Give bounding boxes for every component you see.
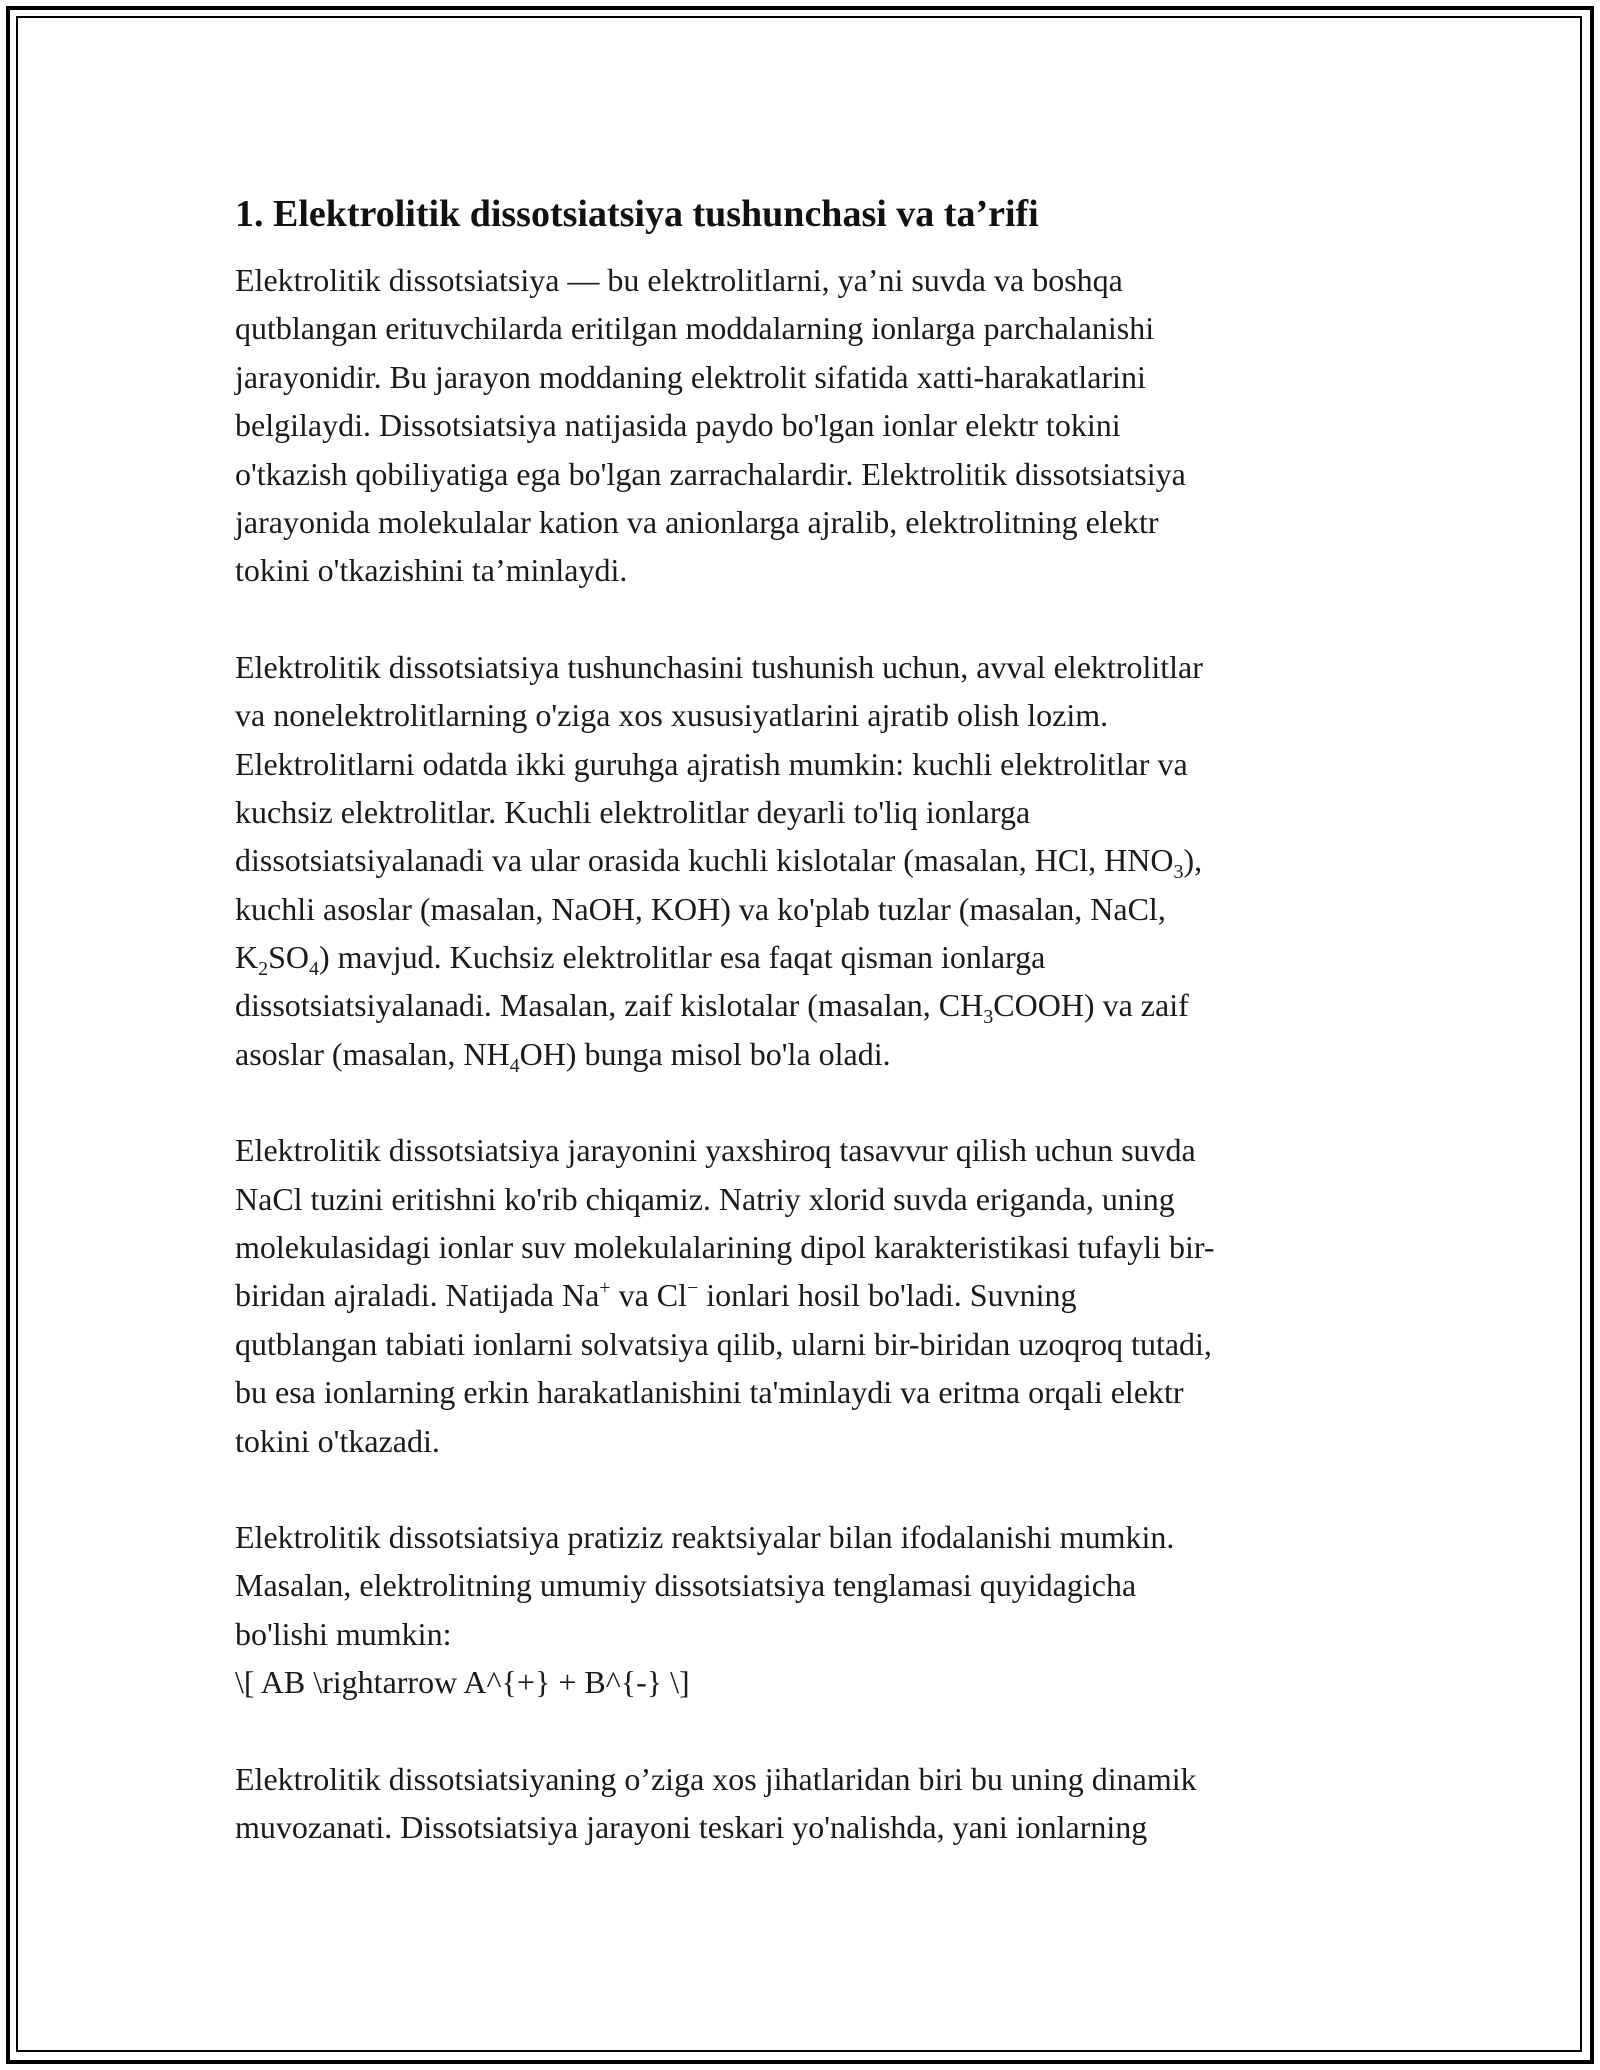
- text-line: belgilaydi. Dissotsiatsiya natijasida paydo bo'lgan ionlar elektr tokini: [235, 407, 1121, 444]
- paragraph-3: [235, 1126, 1375, 1465]
- text-line: Elektrolitik dissotsiatsiya — bu elektrolitlarni, ya’ni suvda va boshqa: [235, 262, 1123, 298]
- text-run: va Cl: [610, 1277, 687, 1314]
- subscript: 3: [983, 1006, 994, 1029]
- text-line: molekulasidagi ionlar suv molekulalarining dipol karakteristikasi tufayli bir-: [235, 1229, 1215, 1266]
- text-run: SO: [268, 939, 310, 976]
- paragraph-2: [235, 643, 1375, 1079]
- text-line: va nonelektrolitlarning o'ziga xos xususiyatlarini ajratib olish lozim.: [235, 697, 1109, 734]
- section-heading: 1. Elektrolitik dissotsiatsiya tushunchasi va ta’rifi: [235, 193, 1039, 235]
- text-line: [235, 933, 1375, 981]
- text-line: [235, 1271, 1375, 1319]
- text-line: NaCl tuzini eritishni ko'rib chiqamiz. Natriy xlorid suvda eriganda, uning: [235, 1180, 1175, 1217]
- text-line: Elektrolitik dissotsiatsiya jarayonini yaxshiroq tasavvur qilish uchun suvda: [235, 1132, 1196, 1169]
- text-run: ) mavjud. Kuchsiz elektrolitlar esa faqat qisman ionlarga: [319, 939, 1046, 976]
- text-run: dissotsiatsiyalanadi va ular orasida kuchli kislotalar (masalan, HCl, HNO: [235, 842, 1174, 879]
- text-line: qutblangan erituvchilarda eritilgan moddalarning ionlarga parchalanishi: [235, 310, 1155, 347]
- text-line: Elektrolitik dissotsiatsiya tushunchasini tushunish uchun, avval elektrolitlar: [235, 648, 1203, 685]
- text-run: K: [235, 939, 259, 976]
- text-line: qutblangan tabiati ionlarni solvatsiya qilib, ularni bir-biridan uzoqroq tutadi,: [235, 1325, 1212, 1362]
- subscript: 3: [1173, 861, 1184, 884]
- subscript: 2: [258, 958, 269, 981]
- text-line: Elektrolitlarni odatda ikki guruhga ajratish mumkin: kuchli elektrolitlar va: [235, 745, 1188, 782]
- text-run: COOH) va zaif: [993, 987, 1189, 1024]
- subscript: 4: [309, 958, 320, 981]
- superscript: +: [599, 1277, 611, 1300]
- text-run: ),: [1183, 842, 1203, 879]
- text-line: jarayonida molekulalar kation va anionlarga ajralib, elektrolitning elektr: [235, 503, 1159, 540]
- text-line: [235, 836, 1375, 884]
- text-line: [235, 1030, 1375, 1078]
- text-line: kuchli asoslar (masalan, NaOH, KOH) va ko'plab tuzlar (masalan, NaCl,: [235, 890, 1166, 927]
- text-line: [235, 981, 1375, 1029]
- paragraph-5: [235, 1755, 1375, 1852]
- text-line: kuchsiz elektrolitlar. Kuchli elektrolitlar deyarli to'liq ionlarga: [235, 793, 1031, 830]
- text-line: o'tkazish qobiliyatiga ega bo'lgan zarrachalardir. Elektrolitik dissotsiatsiya: [235, 455, 1186, 492]
- text-line: Elektrolitik dissotsiatsiya pratiziz reaktsiyalar bilan ifodalanishi mumkin.: [235, 1518, 1175, 1555]
- text-run: OH) bunga misol bo'la oladi.: [519, 1035, 891, 1072]
- document-body: [235, 186, 1375, 1899]
- text-line: Elektrolitik dissotsiatsiyaning o’ziga xos jihatlaridan biri bu uning dinamik: [235, 1760, 1197, 1797]
- text-line: bu esa ionlarning erkin harakatlanishini ta'minlaydi va eritma orqali elektr: [235, 1374, 1184, 1411]
- text-line: tokini o'tkazadi.: [235, 1422, 440, 1459]
- paragraph-4: [235, 1513, 1375, 1707]
- text-run: ionlari hosil bo'ladi. Suvning: [698, 1277, 1077, 1314]
- text-line: tokini o'tkazishini ta’minlaydi.: [235, 552, 628, 589]
- paragraph-1: [235, 256, 1375, 595]
- text-run: dissotsiatsiyalanadi. Masalan, zaif kislotalar (masalan, CH: [235, 987, 984, 1024]
- text-line: jarayonidir. Bu jarayon moddaning elektrolit sifatida xatti-harakatlarini: [235, 358, 1146, 395]
- superscript: −: [687, 1277, 699, 1300]
- text-line: Masalan, elektrolitning umumiy dissotsiatsiya tenglamasi quyidagicha: [235, 1567, 1137, 1604]
- text-run: biridan ajraladi. Natijada Na: [235, 1277, 600, 1314]
- text-line: muvozanati. Dissotsiatsiya jarayoni teskari yo'nalishda, yani ionlarning: [235, 1808, 1148, 1845]
- equation-line: \[ AB \rightarrow A^{+} + B^{-} \]: [235, 1664, 690, 1701]
- subscript: 4: [509, 1054, 520, 1077]
- text-run: asoslar (masalan, NH: [235, 1035, 510, 1072]
- text-line: bo'lishi mumkin:: [235, 1615, 452, 1652]
